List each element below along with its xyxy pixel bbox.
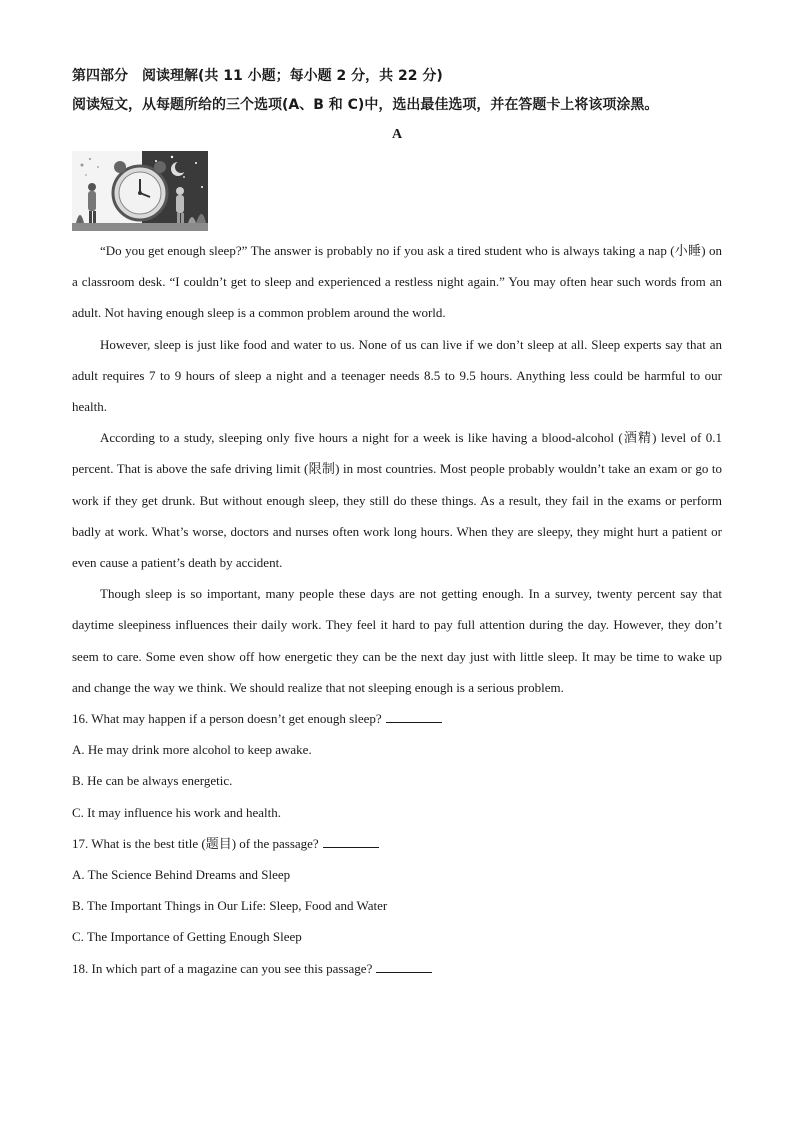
option-c[interactable]: C. It may influence his work and health. [72, 804, 282, 820]
option-c[interactable]: C. The Importance of Getting Enough Sleep [72, 929, 302, 945]
option-a[interactable]: A. The Science Behind Dreams and Sleep [72, 867, 291, 883]
passage-paragraph: However, sleep is just like food and water to us. None of us can live if we don’t sleep at all. Sleep experts say that an adult requires 7 to 9 hours of sleep a night and a teenager needs 8.5 to 9.5 hours. Anything less could be harmful to our health. [72, 336, 722, 415]
exam-page [72, 62, 722, 984]
answer-blank[interactable] [376, 960, 432, 973]
passage-paragraph: “Do you get enough sleep?” The answer is probably no if you ask a tired student who is always taking a nap (小睡) on a classroom desk. “I couldn’t get to sleep and experienced a restless night again.” You may often hear such words from an adult. Not having enough sleep is a common problem around the world. [72, 243, 722, 321]
instructions: 阅读短文，从每题所给的三个选项(A、B 和 C)中，选出最佳选项，并在答题卡上将该项涂黑。 [72, 97, 659, 113]
section-title: 第四部分 阅读理解(共 11 小题；每小题 2 分，共 22 分) [72, 68, 443, 84]
question-stem: 16. What may happen if a person doesn’t get enough sleep? [72, 711, 382, 727]
question-16 [72, 703, 722, 828]
answer-blank[interactable] [323, 835, 379, 848]
question-18 [72, 953, 722, 984]
option-a[interactable]: A. He may drink more alcohol to keep awake. [72, 742, 312, 758]
option-b[interactable]: B. The Important Things in Our Life: Sleep, Food and Water [72, 898, 388, 914]
answer-blank[interactable] [386, 710, 442, 723]
question-stem: 17. What is the best title (题目) of the passage? [72, 835, 319, 851]
option-b[interactable]: B. He can be always energetic. [72, 773, 233, 789]
passage-paragraph: According to a study, sleeping only five hours a night for a week is like having a blood-alcohol (酒精) level of 0.1 percent. That is above the safe driving limit (限制) in most countries. Most people probably wouldn’t take an exam or go to work if they get drunk. But without enough sleep, they still do these things. As a result, they fail in the exams or perform badly at work. What’s worse, doctors and nurses often work long hours. When they are sleepy, they might hurt a patient or even cause a patient’s death by accident. [72, 430, 722, 571]
passage-label: A [391, 127, 403, 142]
question-stem: 18. In which part of a magazine can you see this passage? [72, 960, 373, 976]
sleep-clock-illustration [72, 151, 208, 231]
passage-paragraph: Though sleep is so important, many people these days are not getting enough. In a survey, twenty percent say that daytime sleepiness influences their daily work. They feel it hard to pay full attention during the day. However, they don’t seem to care. Some even show off how energetic they can be the next day just with little sleep. It may be time to wake up and change the way we think. We should realize that not sleeping enough is a serious problem. [72, 586, 722, 695]
question-17 [72, 828, 722, 953]
passage-body [72, 235, 722, 703]
